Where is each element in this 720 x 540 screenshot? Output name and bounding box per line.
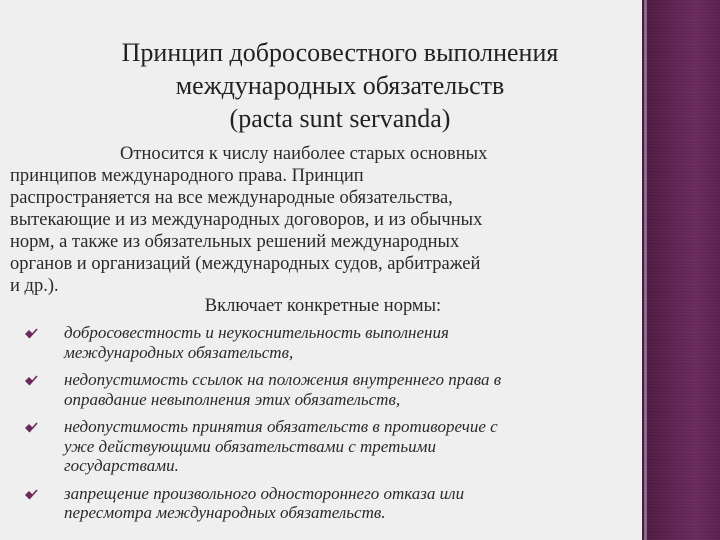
list-item-line: международных обязательств, <box>64 342 294 362</box>
intro-line: органов и организаций (международных судов, арбитражей <box>10 254 481 274</box>
list-item-line: недопустимость ссылок на положения внутреннего права в <box>64 370 502 389</box>
checkmark-diamond-icon <box>24 489 38 501</box>
list-item <box>16 484 626 523</box>
decorative-side-bar <box>642 0 720 540</box>
intro-line: принципов международного права. Принцип <box>10 166 364 186</box>
list-item-line: запрещение произвольного одностороннего отказа или <box>64 483 465 503</box>
checkmark-diamond-icon <box>24 328 38 340</box>
intro-line: вытекающие и из международных договоров, и из обычных <box>10 210 483 230</box>
slide-title <box>40 36 640 135</box>
checkmark-diamond-icon <box>24 422 38 434</box>
intro-paragraph <box>10 143 636 297</box>
list-item-line: оправдание невыполнения этих обязательств, <box>64 389 401 409</box>
norms-list <box>16 323 626 531</box>
list-item-line: недопустимость принятия обязательств в противоречие с <box>64 417 498 436</box>
list-item <box>16 417 626 476</box>
title-line: международных обязательств <box>175 71 505 100</box>
list-item-line: государствами. <box>64 456 179 475</box>
intro-line: распространяется на все международные обязательства, <box>10 188 453 208</box>
list-item-line: уже действующими обязательствами с третьими <box>64 436 436 456</box>
intro-line: и др.). <box>10 276 59 296</box>
title-line: Принцип добросовестного выполнения <box>121 38 559 67</box>
checkmark-diamond-icon <box>24 375 38 387</box>
includes-heading: Включает конкретные нормы: <box>204 296 442 316</box>
list-item <box>16 370 626 409</box>
list-item-line: добросовестность и неукоснительность выполнения <box>64 323 449 342</box>
intro-line: норм, а также из обязательных решений международных <box>10 232 460 252</box>
title-line: (pacta sunt servanda) <box>229 104 451 133</box>
intro-line: Относится к числу наиболее старых основных <box>120 144 488 164</box>
list-item-line: пересмотра международных обязательств. <box>64 503 386 522</box>
list-item <box>16 323 626 362</box>
